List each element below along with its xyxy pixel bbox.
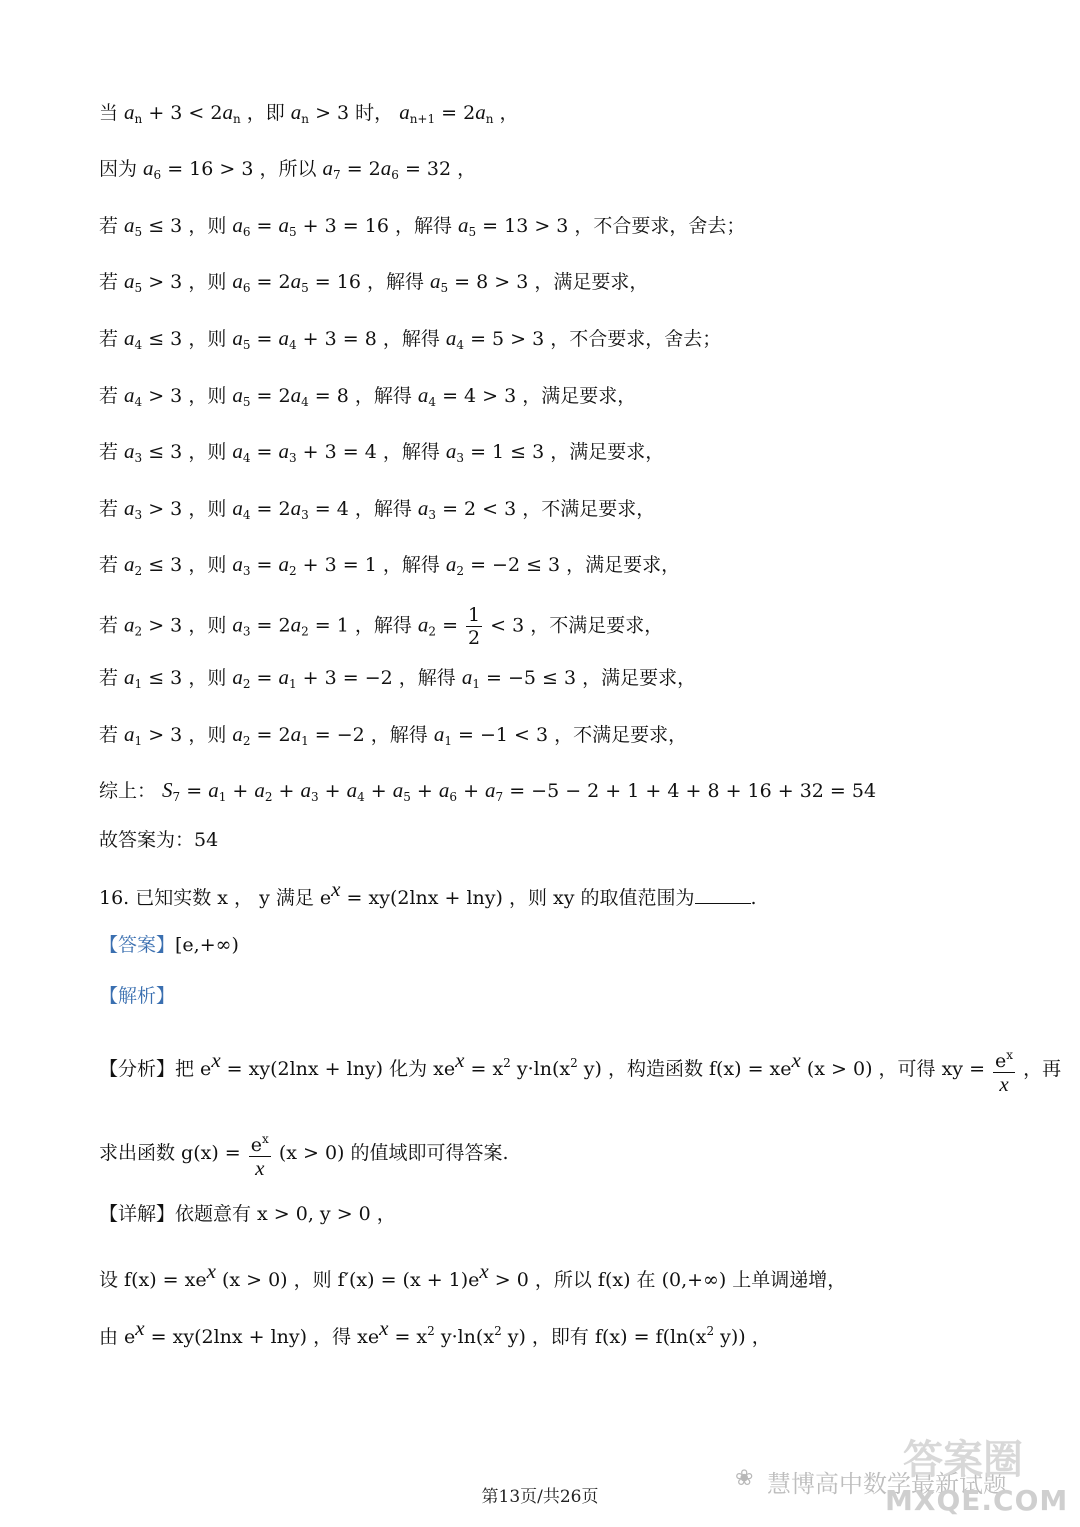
solution-line-5: 若 $a_4 \le 3$ ，则 $a_5 = a_4 + 3 = 8$ ，解得 $a_4 = 5 > 3$ ，不合要求，舍去；: [99, 326, 722, 352]
solution-line-10: 若 $a_2 > 3$ ，则 $a_3 = 2a_2 = 1$ ，解得 $a_2$ = $\frac{1}{2}$ < 3 ，不满足要求，: [99, 604, 664, 649]
solution-line-2: 因为 $a_6 = 16 > 3$ ，所以 $a_7 = 2a_6 = 32$ ，: [99, 156, 477, 182]
page-footer: 第13页/共26页: [481, 1487, 599, 1507]
analysis-label: 【分析】: [99, 1058, 176, 1080]
solution-summary: 综上： $S_7 = a_1 + a_2 + a_3 + a_4 + a_5 + a_6 + a_7 = -5 - 2 + 1 + 4 + 8 + 16 + 32 = 54$: [99, 778, 877, 804]
detail-line-2: 设 $f(x) = xe^x$ (x > 0) ，则 $f'(x) = (x + 1)e^x > 0$ ，所以 f(x) 在 (0,+∞) 上单调递增，: [99, 1259, 847, 1291]
solution-line-3: 若 $a_5 \le 3$ ，则 $a_6 = a_5 + 3 = 16$ ，解得 $a_5 = 13 > 3$ ，不合要求，舍去；: [99, 213, 746, 239]
analysis-text: 把 $e^x = xy(2\ln x + \ln y)$ 化为 $xe^x = x^2$ $y\cdot\ln(x^2$ y) ，构造函数 $f(x) = xe^x$ (x > 0) ，可得 xy = $\frac{e^x}{x}$ ，再: [175, 1058, 1061, 1080]
solution-line-9: 若 $a_2 \le 3$ ，则 $a_3 = a_2 + 3 = 1$ ，解得 $a_2 = -2 \le 3$ ，满足要求，: [99, 552, 681, 578]
watermark-text: 慧博高中数学最新试题: [767, 1470, 1007, 1498]
analysis-line-2: 求出函数 g(x) = $\frac{e^x}{x}$ (x > 0) 的值域即可得答案.: [99, 1128, 509, 1180]
solution-line-4: 若 $a_5 > 3$ ，则 $a_6 = 2a_5 = 16$ ，解得 $a_5 = 8 > 3$ ，满足要求，: [99, 269, 649, 295]
answer-line: [99, 930, 239, 960]
watermark-site: MXQE.COM: [885, 1484, 1069, 1517]
watermark-logo: 答案圈: [903, 1437, 1023, 1483]
solution-line-8: 若 $a_3 > 3$ ，则 $a_4 = 2a_3 = 4$ ，解得 $a_3 = 2 < 3$ ，不满足要求，: [99, 496, 656, 522]
analysis-line-1: [99, 1044, 1061, 1096]
wechat-icon: ❀: [735, 1466, 754, 1491]
detail-text: 依题意有 x > 0, y > 0 ，: [175, 1203, 396, 1225]
detail-label: 【详解】: [99, 1203, 176, 1225]
solution-line-7: 若 $a_3 \le 3$ ，则 $a_4 = a_3 + 3 = 4$ ，解得 $a_3 = 1 \le 3$ ，满足要求，: [99, 439, 665, 465]
final-answer-line: 故答案为：54: [99, 829, 219, 851]
answer-value: [e,+∞): [175, 934, 239, 956]
solution-line-1: 当 $a_n + 3 < 2a_n$ ，即 $a_n > 3$ 时， $a_{n+1} = 2a_n$ ，: [99, 100, 519, 126]
analysis-heading: 【解析】: [99, 985, 176, 1007]
detail-line-1: [99, 1199, 396, 1229]
question-number: 16.: [99, 887, 130, 909]
question-16: [99, 874, 757, 913]
solution-line-6: 若 $a_4 > 3$ ，则 $a_5 = 2a_4 = 8$ ，解得 $a_4 = 4 > 3$ ，满足要求，: [99, 383, 637, 409]
question-text: 已知实数 x ， y 满足 $e^x = xy(2\ln x + \ln y)$ ，则 xy 的取值范围为 .: [135, 877, 757, 909]
solution-line-12: 若 $a_1 > 3$ ，则 $a_2 = 2a_1 = -2$ ，解得 $a_1 = -1 < 3$ ，不满足要求，: [99, 722, 688, 748]
answer-label: 【答案】: [99, 934, 176, 956]
detail-line-3: 由 $e^x = xy(2\ln x + \ln y)$ ，得 $xe^x = x^2$ $y\cdot\ln(x^2$ y) ，即有 $f(x) = f(\ln(x^2$ y)) ，: [99, 1316, 771, 1348]
solution-line-11: 若 $a_1 \le 3$ ，则 $a_2 = a_1 + 3 = -2$ ，解得 $a_1 = -5 \le 3$ ，满足要求，: [99, 665, 697, 691]
